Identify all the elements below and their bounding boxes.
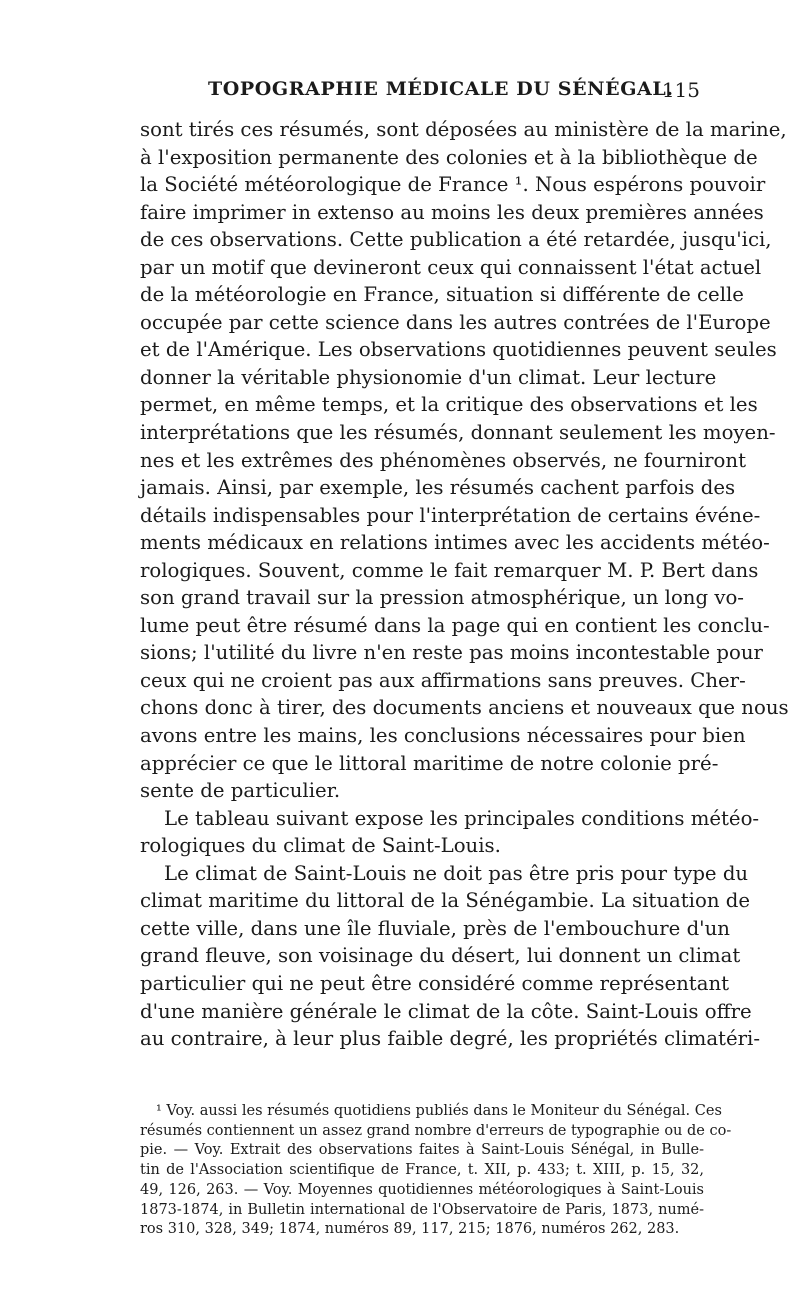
body-text [140,116,789,1053]
text-line: Le tableau suivant expose les principales conditions météo- [164,806,760,830]
text-line: particulier qui ne peut être considéré comme représentant [140,971,730,995]
text-line: sions; l'utilité du livre n'en reste pas moins incontestable pour [140,641,763,665]
text-line: son grand travail sur la pression atmosphérique, un long vo- [140,586,744,610]
text-line: grand fleuve, son voisinage du désert, lui donnent un climat [140,944,741,968]
running-title: TOPOGRAPHIE MÉDICALE DU SÉNÉGAL. [208,78,674,100]
text-line: au contraire, à leur plus faible degré, les propriétés climatéri- [140,1027,760,1051]
text-line: faire imprimer in extenso au moins les deux premières années [140,200,764,224]
text-line: de la météorologie en France, situation si différente de celle [140,283,744,307]
page-header [140,78,700,108]
text-line: sont tirés ces résumés, sont déposées au ministère de la marine, [140,118,787,141]
text-line: à l'exposition permanente des colonies et à la bibliothèque de [140,145,758,169]
page-number: 115 [661,78,700,102]
text-line: rologiques. Souvent, comme le fait remarquer M. P. Bert dans [140,558,759,582]
text-line: rologiques du climat de Saint-Louis. [140,834,501,858]
text-line: cette ville, dans une île fluviale, près de l'embouchure d'un [140,916,730,940]
footnote-line: tin de l'Association scientifique de France, t. XII, p. 433; t. XIII, p. 15, 32, [140,1162,704,1179]
text-line: chons donc à tirer, des documents anciens et nouveaux que nous [140,696,789,720]
footnote-line: 1873-1874, in Bulletin international de l'Observatoire de Paris, 1873, numé- [140,1201,704,1218]
text-line: ceux qui ne croient pas aux affirmations sans preuves. Cher- [140,668,746,692]
text-line: lume peut être résumé dans la page qui en contient les conclu- [140,613,770,637]
footnote-line: ros 310, 328, 349; 1874, numéros 89, 117, 215; 1876, numéros 262, 283. [140,1221,680,1238]
text-line: climat maritime du littoral de la Sénégambie. La situation de [140,889,751,913]
text-line: donner la véritable physionomie d'un climat. Leur lecture [140,365,717,389]
footnote-line: pie. — Voy. Extrait des observations faites à Saint-Louis Sénégal, in Bulle- [140,1142,704,1159]
text-line: occupée par cette science dans les autres contrées de l'Europe [140,310,771,334]
footnotes [140,1102,732,1240]
footnote-line: résumés contiennent un assez grand nombre d'erreurs de typographie ou de co- [140,1122,732,1139]
text-line: la Société météorologique de France ¹. Nous espérons pouvoir [140,173,766,197]
footnote-line: 49, 126, 263. — Voy. Moyennes quotidiennes météorologiques à Saint-Louis [140,1181,704,1198]
text-line: Le climat de Saint-Louis ne doit pas être pris pour type du [164,861,749,885]
text-line: de ces observations. Cette publication a été retardée, jusqu'ici, [140,228,772,252]
text-line: avons entre les mains, les conclusions nécessaires pour bien [140,724,746,748]
text-line: détails indispensables pour l'interprétation de certains événe- [140,503,761,527]
text-line: par un motif que devineront ceux qui connaissent l'état actuel [140,255,762,279]
text-line: jamais. Ainsi, par exemple, les résumés cachent parfois des [140,476,736,500]
text-line: d'une manière générale le climat de la côte. Saint-Louis offre [140,999,752,1023]
text-line: apprécier ce que le littoral maritime de notre colonie pré- [140,751,719,775]
text-line: nes et les extrêmes des phénomènes observés, ne fourniront [140,448,746,472]
text-line: permet, en même temps, et la critique des observations et les [140,393,758,417]
text-line: sente de particulier. [140,779,341,803]
text-line: ments médicaux en relations intimes avec les accidents météo- [140,531,770,555]
footnote-line: ¹ Voy. aussi les résumés quotidiens publiés dans le Moniteur du Sénégal. Ces [156,1103,722,1119]
text-line: et de l'Amérique. Les observations quotidiennes peuvent seules [140,338,777,362]
text-line: interprétations que les résumés, donnant seulement les moyen- [140,421,776,445]
